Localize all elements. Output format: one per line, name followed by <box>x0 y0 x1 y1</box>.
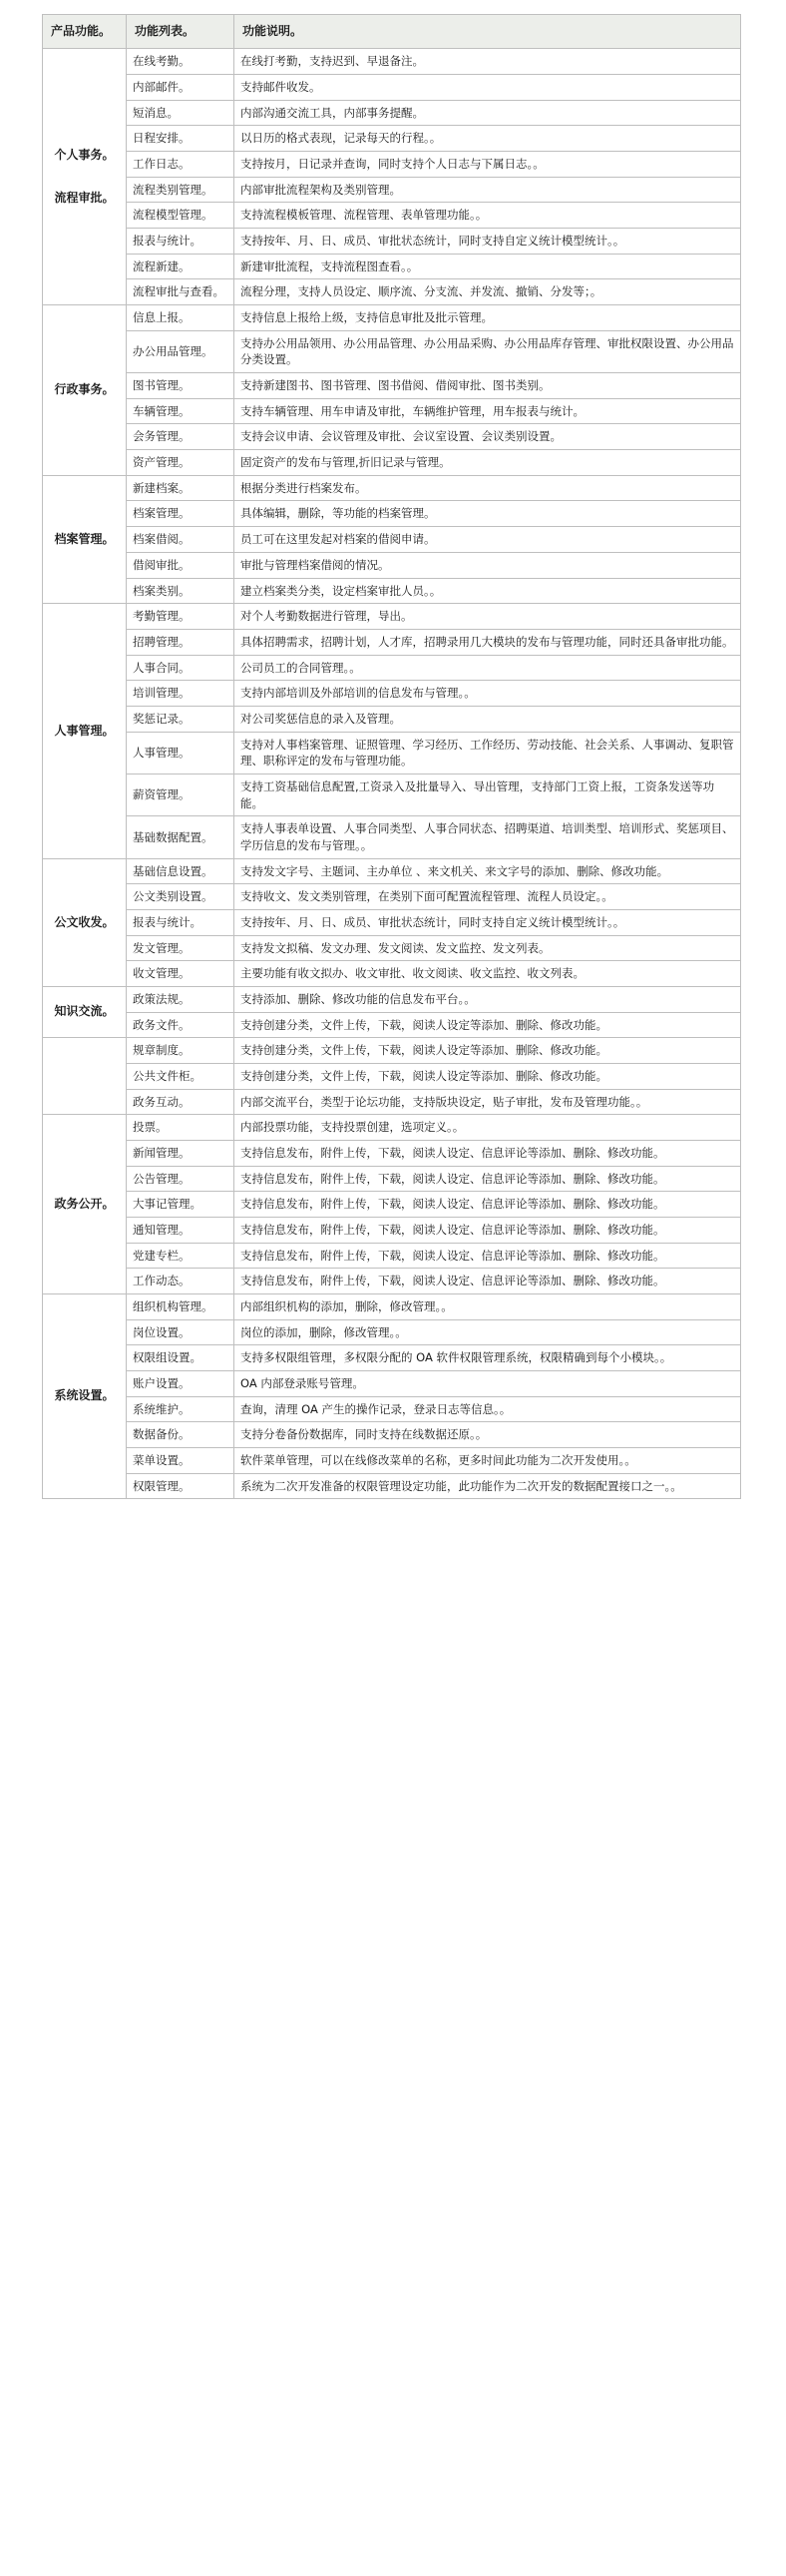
table-row <box>43 1063 741 1089</box>
feature-description-cell: 固定资产的发布与管理,折旧记录与管理。 <box>234 450 741 476</box>
table-row <box>43 501 741 527</box>
feature-item-cell: 流程审批与查看。 <box>127 279 234 305</box>
table-row <box>43 1345 741 1371</box>
feature-item-cell: 菜单设置。 <box>127 1448 234 1474</box>
feature-description-cell: 在线打考勤，支持迟到、早退备注。 <box>234 49 741 75</box>
feature-item-cell: 组织机构管理。 <box>127 1293 234 1319</box>
feature-description-cell: 支持创建分类，文件上传，下载，阅读人设定等添加、删除、修改功能。 <box>234 1038 741 1064</box>
table-row <box>43 475 741 501</box>
feature-item-cell: 薪资管理。 <box>127 773 234 815</box>
group-cell <box>43 475 127 603</box>
feature-item-cell: 数据备份。 <box>127 1422 234 1448</box>
table-row <box>43 1448 741 1474</box>
feature-description-cell: 支持按月，日记录并查询，同时支持个人日志与下属日志。。 <box>234 152 741 178</box>
feature-item-cell: 图书管理。 <box>127 373 234 399</box>
feature-description-cell: 支持信息发布，附件上传，下载，阅读人设定、信息评论等添加、删除、修改功能。 <box>234 1192 741 1218</box>
group-label: 档案管理。 <box>54 531 115 546</box>
table-row <box>43 254 741 279</box>
table-body <box>43 49 741 1499</box>
table-row <box>43 1269 741 1294</box>
table-row <box>43 152 741 178</box>
feature-description-cell: 查询，清理 OA 产生的操作记录，登录日志等信息。。 <box>234 1396 741 1422</box>
feature-description-cell: 支持邮件收发。 <box>234 75 741 101</box>
table-row <box>43 1319 741 1345</box>
table-row <box>43 229 741 255</box>
table-row <box>43 330 741 372</box>
feature-description-cell: 审批与管理档案借阅的情况。 <box>234 552 741 578</box>
feature-description-cell: 内部沟通交流工具，内部事务提醒。 <box>234 100 741 126</box>
table-row <box>43 604 741 630</box>
feature-item-cell: 规章制度。 <box>127 1038 234 1064</box>
table-row <box>43 1089 741 1115</box>
table-row <box>43 732 741 773</box>
feature-item-cell: 流程模型管理。 <box>127 203 234 229</box>
table-row <box>43 1012 741 1038</box>
group-cell <box>43 49 127 305</box>
table-header <box>43 15 741 49</box>
table-row <box>43 450 741 476</box>
feature-description-cell: 具体招聘需求，招聘计划，人才库，招聘录用几大模块的发布与管理功能，同时还具备审批功能。 <box>234 629 741 655</box>
feature-description-cell: 支持信息发布，附件上传，下载，阅读人设定、信息评论等添加、删除、修改功能。 <box>234 1140 741 1166</box>
table-row <box>43 655 741 681</box>
table-row <box>43 49 741 75</box>
feature-description-cell: 内部审批流程架构及类别管理。 <box>234 177 741 203</box>
feature-description-cell: 支持信息发布，附件上传，下载，阅读人设定、信息评论等添加、删除、修改功能。 <box>234 1269 741 1294</box>
feature-description-cell: 主要功能有收文拟办、收文审批、收文阅读、收文监控、收文列表。 <box>234 961 741 987</box>
table-row <box>43 100 741 126</box>
feature-item-cell: 信息上报。 <box>127 305 234 331</box>
feature-item-cell: 投票。 <box>127 1115 234 1141</box>
column-header-function-list: 功能列表。 <box>127 15 234 49</box>
feature-description-cell: 流程分理，支持人员设定、顺序流、分支流、并发流、撤销、分发等；。 <box>234 279 741 305</box>
table-row <box>43 203 741 229</box>
feature-item-cell: 发文管理。 <box>127 935 234 961</box>
table-row <box>43 1371 741 1397</box>
feature-description-cell: 支持信息上报给上级，支持信息审批及批示管理。 <box>234 305 741 331</box>
group-cell <box>43 986 127 1037</box>
table-row <box>43 578 741 604</box>
feature-description-cell: 支持创建分类，文件上传，下载，阅读人设定等添加、删除、修改功能。 <box>234 1012 741 1038</box>
feature-description-cell: 支持发文字号、主题词、主办单位 、来文机关、来文字号的添加、删除、修改功能。 <box>234 858 741 884</box>
feature-description-cell: 新建审批流程，支持流程图查看。。 <box>234 254 741 279</box>
feature-item-cell: 内部邮件。 <box>127 75 234 101</box>
feature-description-cell: 支持内部培训及外部培训的信息发布与管理。。 <box>234 681 741 707</box>
table-row <box>43 1473 741 1499</box>
group-label: 公文收发。 <box>54 914 115 929</box>
feature-item-cell: 公共文件柜。 <box>127 1063 234 1089</box>
table-row <box>43 858 741 884</box>
feature-item-cell: 会务管理。 <box>127 424 234 450</box>
group-label: 行政事务。 <box>54 382 115 397</box>
group-cell <box>43 1038 127 1115</box>
feature-description-cell: 支持对人事档案管理、证照管理、学习经历、工作经历、劳动技能、社会关系、人事调动、复职管理、职称评定的发布与管理功能。 <box>234 732 741 773</box>
feature-item-cell: 档案管理。 <box>127 501 234 527</box>
group-cell <box>43 305 127 476</box>
feature-item-cell: 人事合同。 <box>127 655 234 681</box>
group-label: 知识交流。 <box>54 1004 115 1019</box>
feature-description-cell: OA 内部登录账号管理。 <box>234 1371 741 1397</box>
group-label: 系统设置。 <box>54 1388 115 1403</box>
feature-description-cell: 支持发文拟稿、发文办理、发文阅读、发文监控、发文列表。 <box>234 935 741 961</box>
table-row <box>43 279 741 305</box>
table-row <box>43 909 741 935</box>
feature-description-cell: 支持流程模板管理、流程管理、表单管理功能。。 <box>234 203 741 229</box>
feature-description-cell: 支持工资基础信息配置,工资录入及批量导入、导出管理，支持部门工资上报，工资条发送等功能。 <box>234 773 741 815</box>
feature-description-cell: 系统为二次开发准备的权限管理设定功能，此功能作为二次开发的数据配置接口之一。。 <box>234 1473 741 1499</box>
group-label: 人事管理。 <box>54 723 115 738</box>
feature-description-cell: 支持信息发布，附件上传，下载，阅读人设定、信息评论等添加、删除、修改功能。 <box>234 1243 741 1269</box>
feature-item-cell: 基础信息设置。 <box>127 858 234 884</box>
group-label: 个人事务。 <box>54 147 115 162</box>
feature-item-cell: 新建档案。 <box>127 475 234 501</box>
feature-description-cell: 岗位的添加，删除，修改管理。。 <box>234 1319 741 1345</box>
table-row <box>43 424 741 450</box>
group-cell <box>43 1115 127 1294</box>
feature-description-cell: 支持按年、月、日、成员、审批状态统计，同时支持自定义统计模型统计。。 <box>234 909 741 935</box>
table-row <box>43 706 741 732</box>
feature-item-cell: 流程新建。 <box>127 254 234 279</box>
feature-item-cell: 政务互动。 <box>127 1089 234 1115</box>
feature-description-cell: 具体编辑，删除，等功能的档案管理。 <box>234 501 741 527</box>
table-row <box>43 1038 741 1064</box>
table-row <box>43 1422 741 1448</box>
feature-item-cell: 人事管理。 <box>127 732 234 773</box>
column-header-function-description: 功能说明。 <box>234 15 741 49</box>
feature-item-cell: 培训管理。 <box>127 681 234 707</box>
feature-description-cell: 对公司奖惩信息的录入及管理。 <box>234 706 741 732</box>
feature-item-cell: 大事记管理。 <box>127 1192 234 1218</box>
feature-description-cell: 支持信息发布，附件上传，下载，阅读人设定、信息评论等添加、删除、修改功能。 <box>234 1217 741 1243</box>
feature-description-cell: 根据分类进行档案发布。 <box>234 475 741 501</box>
feature-item-cell: 奖惩记录。 <box>127 706 234 732</box>
feature-description-cell: 对个人考勤数据进行管理，导出。 <box>234 604 741 630</box>
feature-description-cell: 支持车辆管理、用车申请及审批，车辆维护管理，用车报表与统计。 <box>234 398 741 424</box>
feature-description-cell: 公司员工的合同管理。。 <box>234 655 741 681</box>
table-row <box>43 1243 741 1269</box>
table-row <box>43 177 741 203</box>
feature-item-cell: 借阅审批。 <box>127 552 234 578</box>
feature-item-cell: 权限组设置。 <box>127 1345 234 1371</box>
table-row <box>43 961 741 987</box>
table-row <box>43 629 741 655</box>
table-row <box>43 126 741 152</box>
feature-description-cell: 支持添加、删除、修改功能的信息发布平台。。 <box>234 986 741 1012</box>
feature-item-cell: 流程类别管理。 <box>127 177 234 203</box>
feature-item-cell: 短消息。 <box>127 100 234 126</box>
table-row <box>43 552 741 578</box>
feature-item-cell: 公告管理。 <box>127 1166 234 1192</box>
table-row <box>43 681 741 707</box>
feature-item-cell: 资产管理。 <box>127 450 234 476</box>
table-row <box>43 986 741 1012</box>
feature-item-cell: 在线考勤。 <box>127 49 234 75</box>
table-row <box>43 1115 741 1141</box>
table-row <box>43 305 741 331</box>
feature-item-cell: 车辆管理。 <box>127 398 234 424</box>
table-row <box>43 1396 741 1422</box>
feature-item-cell: 收文管理。 <box>127 961 234 987</box>
feature-item-cell: 工作日志。 <box>127 152 234 178</box>
feature-description-cell: 内部组织机构的添加，删除，修改管理。。 <box>234 1293 741 1319</box>
feature-item-cell: 政务文件。 <box>127 1012 234 1038</box>
feature-description-cell: 支持创建分类，文件上传，下载，阅读人设定等添加、删除、修改功能。 <box>234 1063 741 1089</box>
feature-description-cell: 建立档案类分类，设定档案审批人员。。 <box>234 578 741 604</box>
feature-item-cell: 岗位设置。 <box>127 1319 234 1345</box>
feature-item-cell: 政策法规。 <box>127 986 234 1012</box>
group-label: 政务公开。 <box>54 1196 115 1211</box>
feature-description-cell: 支持新建图书、图书管理、图书借阅、借阅审批、图书类别。 <box>234 373 741 399</box>
table-row <box>43 1166 741 1192</box>
feature-description-cell: 内部交流平台，类型于论坛功能，支持版块设定，贴子审批，发布及管理功能。。 <box>234 1089 741 1115</box>
feature-item-cell: 报表与统计。 <box>127 909 234 935</box>
table-row <box>43 527 741 553</box>
feature-description-cell: 支持收文、发文类别管理，在类别下面可配置流程管理、流程人员设定。。 <box>234 884 741 910</box>
feature-description-cell: 内部投票功能，支持投票创建，选项定义。。 <box>234 1115 741 1141</box>
feature-description-cell: 支持多权限组管理，多权限分配的 OA 软件权限管理系统，权限精确到每个小模块。。 <box>234 1345 741 1371</box>
table-row <box>43 398 741 424</box>
table-row <box>43 884 741 910</box>
group-label: 流程审批。 <box>54 191 115 206</box>
feature-item-cell: 日程安排。 <box>127 126 234 152</box>
feature-item-cell: 公文类别设置。 <box>127 884 234 910</box>
feature-description-cell: 支持分卷备份数据库，同时支持在线数据还原。。 <box>234 1422 741 1448</box>
feature-item-cell: 新闻管理。 <box>127 1140 234 1166</box>
feature-table <box>42 14 741 1499</box>
feature-description-cell: 支持信息发布，附件上传，下载，阅读人设定、信息评论等添加、删除、修改功能。 <box>234 1166 741 1192</box>
feature-item-cell: 系统维护。 <box>127 1396 234 1422</box>
feature-item-cell: 党建专栏。 <box>127 1243 234 1269</box>
feature-item-cell: 考勤管理。 <box>127 604 234 630</box>
column-header-product-function: 产品功能。 <box>43 15 127 49</box>
feature-item-cell: 基础数据配置。 <box>127 816 234 858</box>
table-row <box>43 1192 741 1218</box>
feature-item-cell: 档案借阅。 <box>127 527 234 553</box>
feature-description-cell: 支持按年、月、日、成员、审批状态统计，同时支持自定义统计模型统计。。 <box>234 229 741 255</box>
feature-item-cell: 工作动态。 <box>127 1269 234 1294</box>
table-row <box>43 1140 741 1166</box>
table-row <box>43 773 741 815</box>
table-row <box>43 1217 741 1243</box>
feature-item-cell: 账户设置。 <box>127 1371 234 1397</box>
feature-description-cell: 支持人事表单设置、人事合同类型、人事合同状态、招聘渠道、培训类型、培训形式、奖惩项目、学历信息的发布与管理。。 <box>234 816 741 858</box>
feature-item-cell: 报表与统计。 <box>127 229 234 255</box>
feature-item-cell: 办公用品管理。 <box>127 330 234 372</box>
feature-item-cell: 招聘管理。 <box>127 629 234 655</box>
group-cell <box>43 858 127 986</box>
feature-description-cell: 员工可在这里发起对档案的借阅申请。 <box>234 527 741 553</box>
feature-description-cell: 软件菜单管理，可以在线修改菜单的名称，更多时间此功能为二次开发使用。。 <box>234 1448 741 1474</box>
table-row <box>43 935 741 961</box>
feature-description-cell: 以日历的格式表现，记录每天的行程。。 <box>234 126 741 152</box>
table-header-row <box>43 15 741 49</box>
feature-item-cell: 权限管理。 <box>127 1473 234 1499</box>
table-row <box>43 373 741 399</box>
feature-description-cell: 支持办公用品领用、办公用品管理、办公用品采购、办公用品库存管理、审批权限设置、办公用品分类设置。 <box>234 330 741 372</box>
group-cell <box>43 604 127 858</box>
feature-item-cell: 档案类别。 <box>127 578 234 604</box>
feature-description-cell: 支持会议申请、会议管理及审批、会议室设置、会议类别设置。 <box>234 424 741 450</box>
table-row <box>43 816 741 858</box>
feature-item-cell: 通知管理。 <box>127 1217 234 1243</box>
table-row <box>43 75 741 101</box>
group-cell <box>43 1293 127 1498</box>
table-row <box>43 1293 741 1319</box>
